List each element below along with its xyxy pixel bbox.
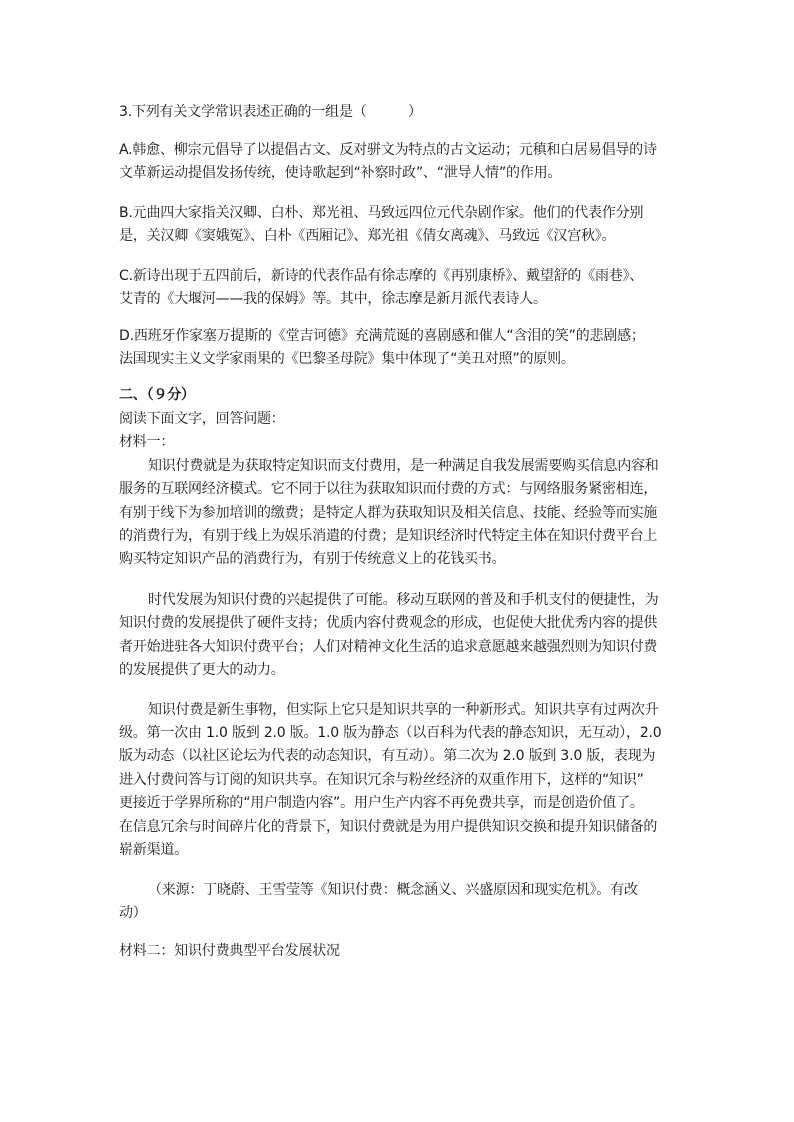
instruction: 阅读下面文字，回答问题： <box>119 411 285 427</box>
para3-line-6: 在信息冗余与时间碎片化的背景下，知识付费就是为用户提供知识交换和提升知识储备的 <box>119 819 658 835</box>
para3-line-5: 更接近于学界所称的“用户制造内容”。用户生产内容不再免费共享，而是创造价值了。 <box>119 795 644 811</box>
para1-line-1: 知识付费就是为获取特定知识而支付费用，是一种满足自我发展需要购买信息内容和 <box>148 458 659 474</box>
question-stem: 3.下列有关文学常识表述正确的一组是（ ） <box>119 104 422 120</box>
para2-line-3: 者开始进驻各大知识付费平台；人们对精神文化生活的追求意愿越来越强烈则为知识付费 <box>119 639 658 655</box>
para3-line-1: 知识付费是新生事物，但实际上它只是知识共享的一种新形式。知识共享有过两次升 <box>148 702 659 718</box>
option-c-line-2: 艾青的《大堰河——我的保姆》等。其中，徐志摩是新月派代表诗人。 <box>119 291 547 307</box>
option-b-line-1: B.元曲四大家指关汉卿、白朴、郑光祖、马致远四位元代杂剧作家。他们的代表作分别 <box>119 205 644 221</box>
section-heading: 二、（９分） <box>119 387 195 403</box>
para3-line-2: 级。第一次由 1.0 版到 2.0 版。1.0 版为静态（以百科为代表的静态知识，无互动），2.0 <box>119 725 662 741</box>
option-b-line-2: 是，关汉卿《窦娥冤》、白朴《西厢记》、郑光祖《倩女离魂》、马致远《汉宫秋》。 <box>119 228 616 244</box>
para1-line-5: 购买特定知识产品的消费行为，有别于传统意义上的花钱买书。 <box>119 551 506 567</box>
para1-line-2: 服务的互联网经济模式。它不同于以往为获取知识而付费的方式：与网络服务紧密相连， <box>119 481 658 497</box>
para1-line-3: 有别于线下为参加培训的缴费；是特定人群为获取知识及相关信息、技能、经验等而实施 <box>119 505 658 521</box>
option-d-line-1: D.西班牙作家塞万提斯的《堂吉诃德》充满荒诞的喜剧感和催人“含泪的笑”的悲剧感； <box>119 328 645 344</box>
option-d-line-2: 法国现实主义文学家雨果的《巴黎圣母院》集中体现了“美丑对照”的原则。 <box>119 351 575 367</box>
para2-line-2: 知识付费的发展提供了硬件支持；优质内容付费观念的形成，也促使大批优秀内容的提供 <box>119 615 658 631</box>
para3-line-7: 崭新渠道。 <box>119 842 188 858</box>
material2-label: 材料二：知识付费典型平台发展状况 <box>119 943 340 959</box>
source-line-2: 动） <box>119 905 147 921</box>
para2-line-1: 时代发展为知识付费的兴起提供了可能。移动互联网的普及和手机支付的便捷性，为 <box>148 592 659 608</box>
source-line-1: （来源：丁晓蔚、王雪莹等《知识付费：概念涵义、兴盛原因和现实危机》。有改 <box>148 882 638 898</box>
para3-line-3: 版为动态（以社区论坛为代表的动态知识，有互动）。第二次为 2.0 版到 3.0 版，表现为 <box>119 748 656 764</box>
option-c-line-1: C.新诗出现于五四前后，新诗的代表作品有徐志摩的《再别康桥》、戴望舒的《雨巷》、 <box>119 268 644 284</box>
para3-line-4: 进入付费问答与订阅的知识共享。在知识冗余与粉丝经济的双重作用下，这样的“知识” <box>119 772 644 788</box>
option-a-line-1: A.韩愈、柳宗元倡导了以提倡古文、反对骈文为特点的古文运动；元稹和白居易倡导的诗 <box>119 142 657 158</box>
option-a-line-2: 文革新运动提倡发扬传统，使诗歌起到“补察时政”、“泄导人情”的作用。 <box>119 165 562 181</box>
para2-line-4: 的发展提供了更大的动力。 <box>119 662 285 678</box>
material1-label: 材料一： <box>119 434 175 450</box>
para1-line-4: 的消费行为，有别于线上为娱乐消遣的付费；是知识经济时代特定主体在知识付费平台上 <box>119 528 658 544</box>
